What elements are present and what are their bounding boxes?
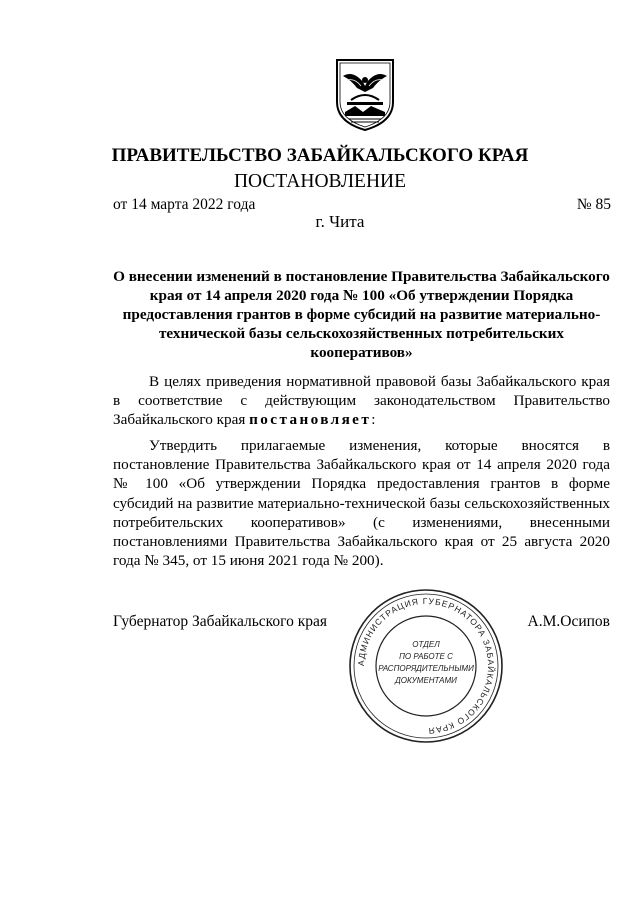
document-number: № 85 — [576, 196, 611, 213]
official-stamp — [347, 587, 505, 745]
stamp-line-4: ДОКУМЕНТАМИ — [395, 676, 457, 685]
document-date: от 14 марта 2022 года — [113, 196, 256, 213]
city: г. Чита — [315, 212, 365, 231]
signatory-position: Губернатор Забайкальского края — [113, 613, 328, 630]
body-paragraph-2: Утвердить прилагаемые изменения, которые вносятся в постановление Правительства Забайкальского края от 14 апреля 2020 года № 100 «Об утверждении Порядка предоставления грантов в форме субсидий на развитие материально-технической базы сельскохозяйственных потребительских кооперативов» (с изменениями, внесенными постановлениями Правительства Забайкальского края от 25 августа 2020 года № 345, от 15 июня 2021 года № 200). — [113, 437, 610, 570]
organization-title: ПРАВИТЕЛЬСТВО ЗАБАЙКАЛЬСКОГО КРАЯ — [111, 145, 529, 166]
resolves-word: постановляет — [249, 411, 372, 429]
stamp-ring-text: АДМИНИСТРАЦИЯ ГУБЕРНАТОРА ЗАБАЙКАЛЬСКОГО КРАЯ — [355, 595, 497, 737]
stamp-line-2: ПО РАБОТЕ С — [399, 652, 453, 661]
coat-of-arms-emblem — [333, 56, 397, 132]
stamp-line-1: ОТДЕЛ — [412, 640, 440, 649]
paragraph-1-text: В целях приведения нормативной правовой базы Забайкальского края в соответствие с действующим законодательством Правительство Забайкальского края — [113, 373, 610, 429]
body-paragraph-1 — [113, 372, 610, 430]
signatory-name: А.М.Осипов — [527, 613, 610, 630]
document-type: ПОСТАНОВЛЕНИЕ — [233, 171, 407, 192]
paragraph-1-end: : — [371, 411, 376, 429]
document-title: О внесении изменений в постановление Правительства Забайкальского края от 14 апреля 2020 года № 100 «Об утверждении Порядка предоставления грантов в форме субсидий на развитие материально-технической базы сельскохозяйственных потребительских кооперативов» — [113, 268, 610, 361]
stamp-line-3: РАСПОРЯДИТЕЛЬНЫМИ — [378, 664, 474, 673]
